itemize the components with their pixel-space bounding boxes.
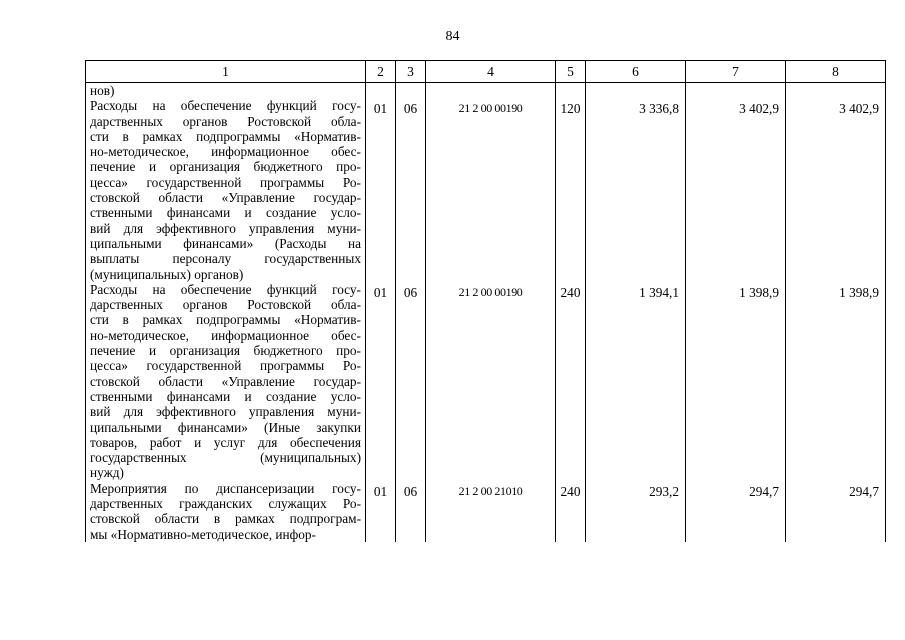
- column-header-1: 1: [86, 61, 366, 83]
- description-line: сти в рамках подпрограммы «Норматив-: [90, 312, 361, 328]
- description-line: дарственных гражданских служащих Ро-: [90, 496, 361, 512]
- amount-col-8: 1 398,9: [786, 282, 886, 481]
- description-line: выплаты персоналу государственных: [90, 251, 361, 267]
- target-article-code: 21 2 00 21010: [426, 481, 556, 542]
- description-line: Расходы на обеспечение функций госу-: [90, 98, 361, 114]
- description-line: вий для эффективного управления муни-: [90, 404, 361, 420]
- table-row: [86, 98, 886, 282]
- description-line: вий для эффективного управления муни-: [90, 220, 361, 236]
- description-line: сти в рамках подпрограммы «Норматив-: [90, 128, 361, 144]
- table-header-row: [86, 61, 886, 83]
- amount-col-8: 3 402,9: [786, 98, 886, 282]
- description-line: товаров, работ и услуг для обеспечения: [90, 434, 361, 450]
- target-article-code: 21 2 00 00190: [426, 98, 556, 282]
- column-header-6: 6: [586, 61, 686, 83]
- continuation-text: нов): [86, 83, 366, 99]
- description-line: нужд): [90, 465, 124, 481]
- description-line: ственными финансами и создание усло-: [90, 205, 361, 221]
- section-code: 01: [366, 282, 396, 481]
- column-header-2: 2: [366, 61, 396, 83]
- budget-table: [85, 60, 886, 542]
- description-line: Расходы на обеспечение функций госу-: [90, 281, 361, 297]
- amount-col-6: 3 336,8: [586, 98, 686, 282]
- description-line: цесса» государственной программы Ро-: [90, 358, 361, 374]
- target-article-code: 21 2 00 00190: [426, 282, 556, 481]
- subsection-code: 06: [396, 98, 426, 282]
- description-line: (муниципальных) органов): [90, 266, 244, 282]
- description-line: печение и организация бюджетного про-: [90, 343, 361, 359]
- subsection-code: 06: [396, 481, 426, 542]
- expense-type-code: 240: [556, 282, 586, 481]
- table-row: [86, 282, 886, 481]
- amount-col-7: 294,7: [686, 481, 786, 542]
- section-code: 01: [366, 481, 396, 542]
- section-code: 01: [366, 98, 396, 282]
- column-header-4: 4: [426, 61, 556, 83]
- amount-col-6: 1 394,1: [586, 282, 686, 481]
- subsection-code: 06: [396, 282, 426, 481]
- description-line: стовской области в рамках подпрограм-: [90, 511, 361, 527]
- description-line: печение и организация бюджетного про-: [90, 159, 361, 175]
- description-line: ципальными финансами» (Иные закупки: [90, 419, 361, 435]
- column-header-5: 5: [556, 61, 586, 83]
- amount-col-8: 294,7: [786, 481, 886, 542]
- description-line: но-методическое, информационное обес-: [90, 144, 361, 160]
- description-line: Мероприятия по диспансеризации госу-: [90, 480, 361, 496]
- description-line: дарственных органов Ростовской обла-: [90, 297, 361, 313]
- amount-col-6: 293,2: [586, 481, 686, 542]
- column-header-7: 7: [686, 61, 786, 83]
- amount-col-7: 1 398,9: [686, 282, 786, 481]
- amount-col-7: 3 402,9: [686, 98, 786, 282]
- description-line: дарственных органов Ростовской обла-: [90, 113, 361, 129]
- row-description: [86, 98, 366, 282]
- continuation-row: [86, 83, 886, 99]
- description-line: ципальными финансами» (Расходы на: [90, 235, 361, 251]
- expense-type-code: 120: [556, 98, 586, 282]
- page-number: 84: [445, 29, 460, 44]
- row-description: [86, 282, 366, 481]
- column-header-8: 8: [786, 61, 886, 83]
- column-header-3: 3: [396, 61, 426, 83]
- description-line: государственных (муниципальных): [90, 450, 361, 466]
- table-row: [86, 481, 886, 542]
- description-line: мы «Нормативно-методическое, инфор-: [90, 526, 316, 542]
- row-description: [86, 481, 366, 542]
- description-line: стовской области «Управление государ-: [90, 190, 361, 206]
- description-line: цесса» государственной программы Ро-: [90, 174, 361, 190]
- description-line: стовской области «Управление государ-: [90, 373, 361, 389]
- description-line: ственными финансами и создание усло-: [90, 388, 361, 404]
- expense-type-code: 240: [556, 481, 586, 542]
- description-line: но-методическое, информационное обес-: [90, 327, 361, 343]
